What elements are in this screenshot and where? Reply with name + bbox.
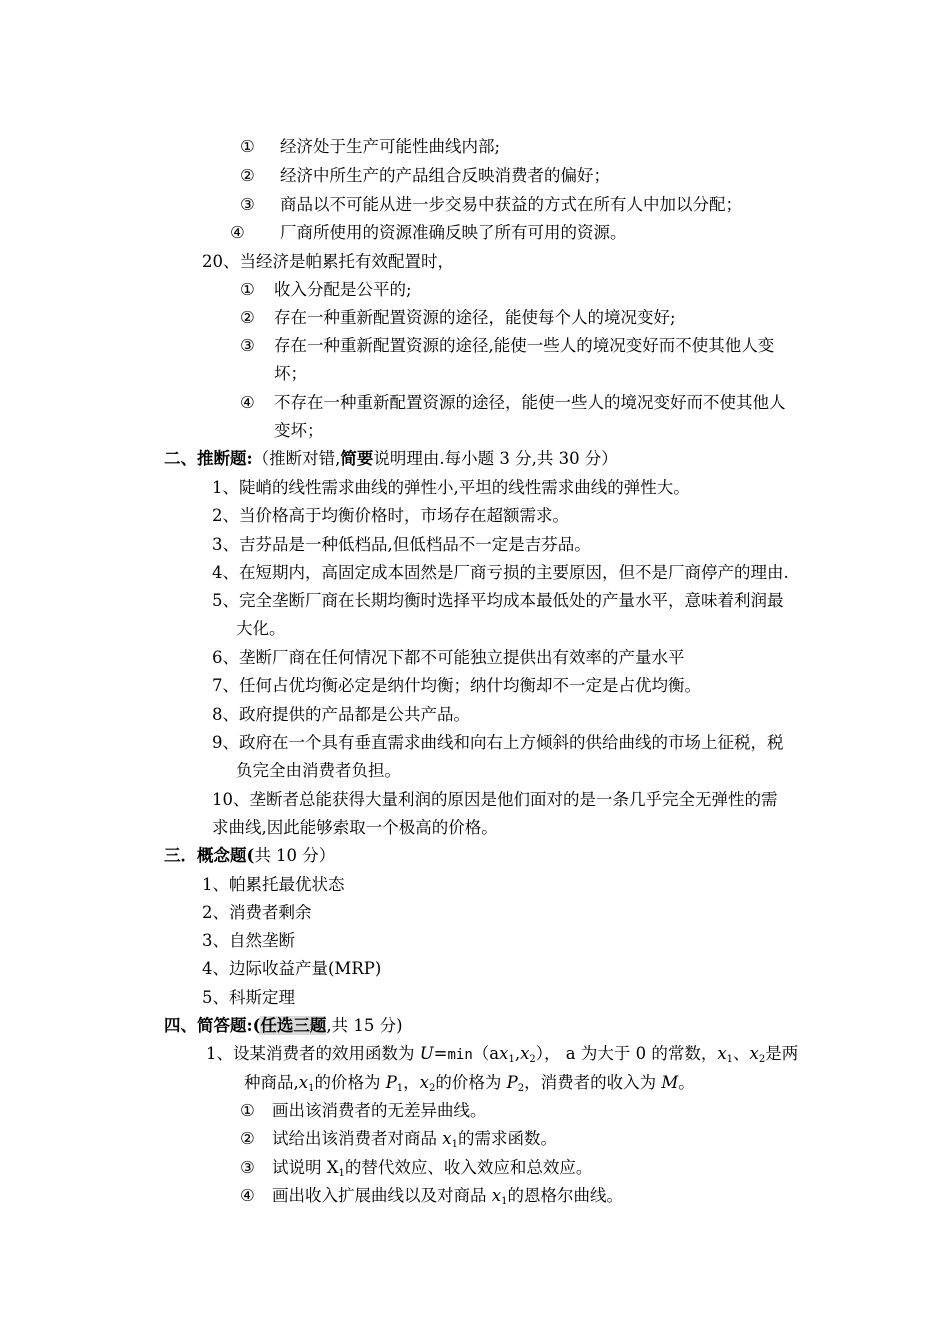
q1-text: 1、设某消费者的效用函数为: [206, 1044, 420, 1063]
q20-option-4-continued: 变坏；: [274, 421, 324, 440]
s4-q1-sub-1: [240, 1100, 487, 1122]
option-text: 收入分配是公平的;: [274, 280, 412, 299]
s3-item-5: 5、科斯定理: [202, 988, 295, 1007]
q1-text: 。: [678, 1073, 695, 1092]
s3-item-3: 3、自然垄断: [202, 931, 295, 950]
var-x: x: [298, 1073, 309, 1092]
option-text: 的需求函数。: [457, 1129, 557, 1148]
option-text: 不存在一种重新配置资源的途径，能使一些人的境况变好而不使其他人: [274, 393, 786, 412]
var-p: P: [506, 1073, 518, 1092]
s4-q1-line-1: [206, 1043, 798, 1066]
s4-q1-sub-2: [240, 1128, 557, 1150]
section-note: 说明理由.每小题 3 分,共 30 分）: [373, 449, 618, 468]
q19-option-4: [230, 222, 627, 244]
q1-text: 、: [733, 1044, 750, 1063]
s2-item-7: 7、任何占优均衡必定是纳什均衡；纳什均衡却不一定是占优均衡。: [212, 676, 701, 695]
var-x: x: [717, 1044, 727, 1063]
subscript: 1: [726, 1054, 734, 1065]
subscript: 2: [529, 1054, 536, 1065]
s2-item-3: 3、吉芬品是一种低档品,但低档品不一定是吉芬品。: [212, 535, 591, 554]
q1-text: 的价格为: [314, 1073, 386, 1092]
section-3-heading: [164, 845, 335, 867]
subscript: 1: [501, 1196, 508, 1207]
subscript: 1: [451, 1139, 458, 1150]
s2-item-1: 1、陡峭的线性需求曲线的弹性小,平坦的线性需求曲线的弹性大。: [212, 478, 690, 497]
q1-text: ,: [514, 1044, 521, 1063]
s4-q1-sub-4: [240, 1185, 623, 1207]
section-note: ,共 15 分): [326, 1016, 403, 1035]
var-x: x: [442, 1129, 452, 1148]
var-m: M: [661, 1073, 679, 1092]
section-2-heading: [164, 448, 618, 470]
option-marker: ④: [230, 223, 245, 242]
option-text: 画出收入扩展曲线以及对商品: [272, 1186, 492, 1205]
section-paren: (: [252, 1016, 261, 1035]
subscript: 2: [428, 1083, 436, 1094]
var-p: P: [385, 1073, 397, 1092]
option-marker: ②: [240, 166, 255, 185]
option-text: 画出该消费者的无差异曲线。: [272, 1101, 487, 1120]
s2-item-10: 10、垄断者总能获得大量利润的原因是他们面对的是一条几乎完全无弹性的需: [212, 790, 778, 809]
s2-item-5-continued: 大化。: [236, 619, 286, 638]
option-text: 存在一种重新配置资源的途径，能使每个人的境况变好;: [274, 308, 676, 327]
subscript: 1: [508, 1054, 515, 1065]
q20-option-1: [240, 279, 412, 301]
option-text: 试给出该消费者对商品: [272, 1129, 443, 1148]
s4-q1-sub-3: [240, 1157, 592, 1179]
equals: =: [433, 1044, 448, 1063]
subscript: 1: [338, 1168, 345, 1179]
option-text: 的替代效应、收入效应和总效应。: [344, 1158, 593, 1177]
s2-item-8: 8、政府提供的产品都是公共产品。: [212, 705, 470, 724]
s2-item-6: 6、垄断厂商在任何情况下都不可能独立提供出有效率的产量水平: [212, 648, 685, 667]
option-marker: ③: [240, 336, 255, 355]
q1-text: 的价格为: [435, 1073, 507, 1092]
s3-item-4: 4、边际收益产量(MRP): [202, 959, 382, 978]
subscript: 1: [308, 1083, 315, 1094]
section-title: 四、简答题:: [164, 1016, 253, 1035]
section-note: 共 10 分）: [254, 846, 336, 865]
s2-item-10-continued: 求曲线,因此能够索取一个极高的价格。: [212, 818, 498, 837]
q20-option-3-continued: 坏；: [274, 364, 307, 383]
option-marker: ③: [240, 1158, 255, 1177]
option-marker: ①: [240, 137, 255, 156]
s4-q1-line-2: [244, 1072, 695, 1094]
var-x: x: [491, 1186, 502, 1205]
option-text: 存在一种重新配置资源的途径,能使一些人的境况变好而不使其他人变: [274, 336, 775, 355]
q20-option-4: [240, 392, 786, 414]
option-marker: ②: [240, 1129, 255, 1148]
s2-item-9-continued: 负完全由消费者负担。: [236, 761, 401, 780]
option-text: 厂商所使用的资源准确反映了所有可用的资源。: [280, 223, 627, 242]
option-text: 的恩格尔曲线。: [507, 1186, 623, 1205]
q20-option-3: [240, 335, 774, 357]
option-marker: ①: [240, 280, 255, 299]
s2-item-4: 4、在短期内，高固定成本固然是厂商亏损的主要原因，但不是厂商停产的理由.: [212, 563, 789, 582]
q19-option-3: [240, 194, 742, 216]
s2-item-2: 2、当价格高于均衡价格时，市场存在超额需求。: [212, 506, 569, 525]
q1-text: ）， a 为大于 0 的常数，: [535, 1044, 718, 1063]
section-note: （推断对错,: [252, 449, 341, 468]
q20-stem: 20、当经济是帕累托有效配置时，: [202, 252, 454, 271]
var-x: x: [419, 1073, 429, 1092]
section-note-emphasis: 简要: [340, 449, 374, 468]
option-text: 试说明 X: [272, 1158, 339, 1177]
subscript: 2: [758, 1054, 766, 1065]
q20-option-2: [240, 307, 676, 329]
q1-text: ，: [403, 1073, 420, 1092]
option-text: 经济处于生产可能性曲线内部;: [280, 137, 501, 156]
min-function: min: [447, 1047, 473, 1063]
q1-text: 是两: [765, 1044, 799, 1063]
subscript: 1: [396, 1083, 404, 1094]
s3-item-2: 2、消费者剩余: [202, 903, 312, 922]
option-marker: ③: [240, 195, 255, 214]
highlighted-instruction: 任选三题: [260, 1016, 327, 1035]
s3-item-1: 1、帕累托最优状态: [202, 875, 345, 894]
section-title: 三．概念题(: [164, 846, 255, 865]
var-x: x: [520, 1044, 530, 1063]
option-text: 经济中所生产的产品组合反映消费者的偏好；: [280, 166, 610, 185]
utility-symbol: U: [419, 1044, 434, 1063]
option-marker: ④: [240, 1186, 255, 1205]
q19-option-2: [240, 165, 610, 187]
q1-text: （a: [472, 1044, 500, 1063]
section-title: 二、推断题:: [164, 449, 253, 468]
option-marker: ②: [240, 308, 255, 327]
var-x: x: [499, 1044, 509, 1063]
option-marker: ①: [240, 1101, 255, 1120]
section-4-heading: [164, 1015, 403, 1037]
option-marker: ④: [240, 393, 255, 412]
var-x: x: [749, 1044, 759, 1063]
subscript: 2: [517, 1083, 525, 1094]
q1-text: 种商品,: [244, 1073, 299, 1092]
q19-option-1: [240, 136, 500, 158]
s2-item-9: 9、政府在一个具有垂直需求曲线和向右上方倾斜的供给曲线的市场上征税，税: [212, 733, 784, 752]
q1-text: ，消费者的收入为: [524, 1073, 662, 1092]
option-text: 商品以不可能从进一步交易中获益的方式在所有人中加以分配；: [280, 195, 742, 214]
s2-item-5: 5、完全垄断厂商在长期均衡时选择平均成本最低处的产量水平，意味着利润最: [212, 591, 784, 610]
